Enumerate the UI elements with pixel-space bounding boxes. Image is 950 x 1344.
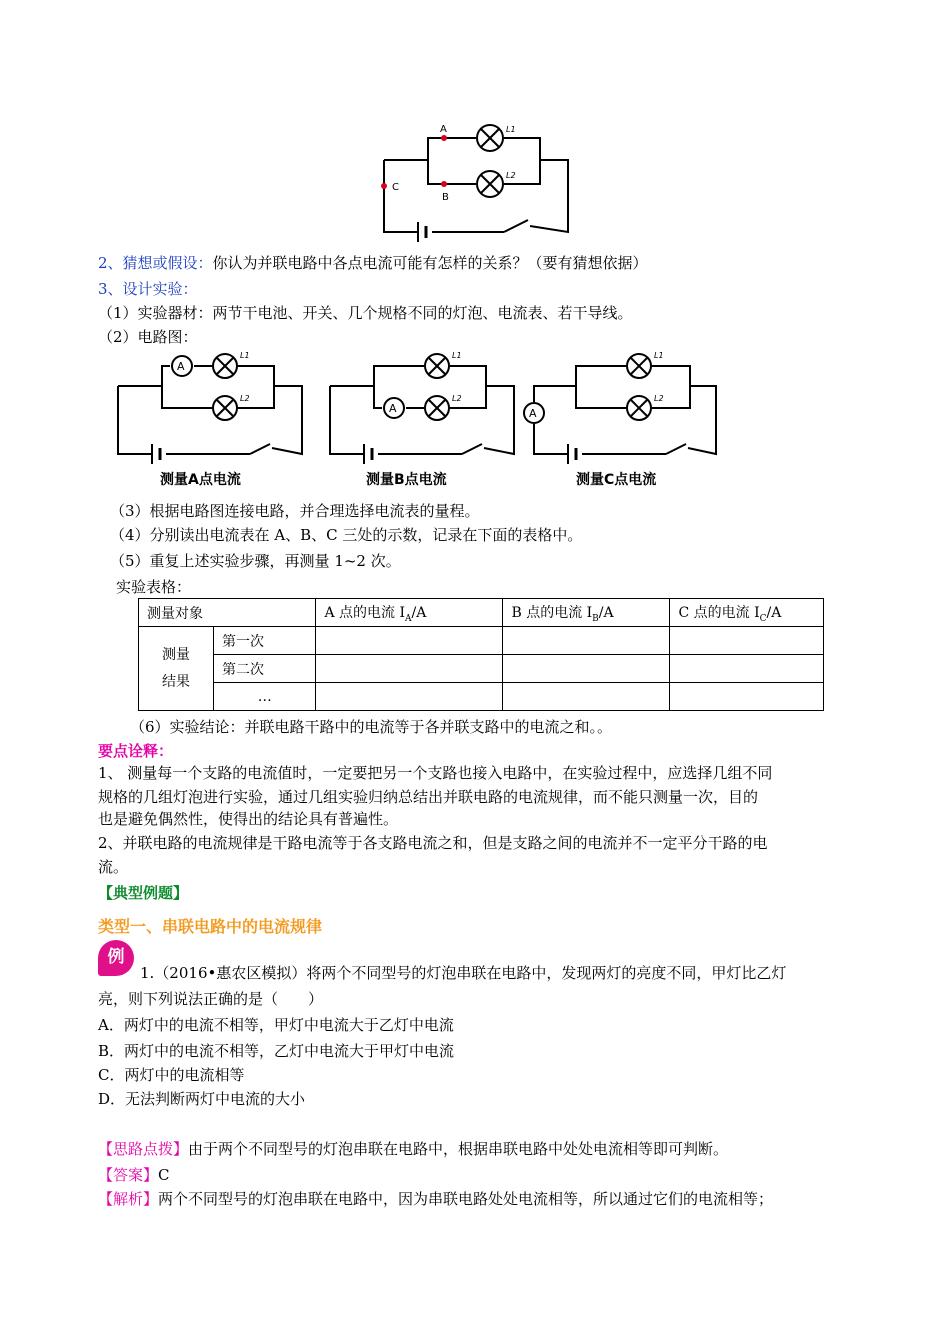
analysis-text: 两个不同型号的灯泡串联在电路中，因为串联电路处处电流相等，所以通过它们的电流相等； [158, 1190, 774, 1208]
c3-lamp1-label: L1 [654, 351, 664, 360]
label-point-a: A [440, 124, 447, 135]
ammeter-label-2: A [389, 402, 397, 415]
table-row [139, 627, 824, 655]
c1-lamp2-label: L2 [240, 394, 250, 403]
point-a-dot [441, 135, 447, 141]
caption-measure-b: 测量B点电流 [366, 472, 447, 488]
step3-repeat: （5）重复上述实验步骤，再测量 1~2 次。 [110, 552, 401, 570]
measurement-circuits [110, 344, 720, 490]
step2-text: 你认为并联电路中各点电流可能有怎样的关系？（要有猜想依据） [212, 254, 648, 272]
row-label-first: 第一次 [214, 627, 316, 655]
label-lamp2: L2 [506, 171, 516, 180]
step3-connect: （3）根据电路图连接电路，并合理选择电流表的量程。 [110, 502, 480, 520]
step3-conclusion: （6）实验结论：并联电路干路中的电流等于各并联支路中的电流之和。。 [130, 718, 613, 736]
key-points-title: 要点诠释： [98, 742, 174, 760]
step3-label: 3、设计实验： [98, 280, 198, 298]
header-current-c: C 点的电流 $I_C/A$ [670, 599, 824, 627]
example-badge-icon: 例 [98, 940, 134, 976]
group-label-1: 测量 [162, 646, 190, 663]
analysis-line [98, 1188, 773, 1209]
question-line2: 亮，则下列说法正确的是（ ） [98, 990, 324, 1008]
key-point-1-line2: 规格的几组灯泡进行实验，通过几组实验归纳总结出并联电路的电流规律，而不能只测量一次，目的 [98, 788, 759, 806]
type1-heading: 类型一、串联电路中的电流规律 [98, 917, 323, 936]
c1-lamp1-label: L1 [240, 351, 250, 360]
header-current-b: B 点的电流 $I_B/A$ [503, 599, 670, 627]
table-row [139, 655, 824, 683]
key-point-1-line1: 1、 测量每一个支路的电流值时，一定要把另一个支路也接入电路中，在实验过程中，应选择几组不同 [98, 764, 773, 782]
top-circuit-diagram [370, 118, 580, 244]
option-a: A．两灯中的电流不相等，甲灯中电流大于乙灯中电流 [98, 1016, 454, 1034]
answer-text: C [158, 1166, 170, 1184]
answer-label: 【答案】 [98, 1166, 159, 1184]
row-label-second: 第二次 [214, 655, 316, 683]
row-label-more: … [214, 683, 316, 711]
header-object: 测量对象 [139, 599, 316, 627]
key-point-1-line3: 也是避免偶然性，使得出的结论具有普遍性。 [98, 810, 399, 828]
step3-materials: （1）实验器材：两节干电池、开关、几个规格不同的灯泡、电流表、若干导线。 [98, 304, 633, 322]
key-point-2-line1: 2、并联电路的电流规律是干路电流等于各支路电流之和，但是支路之间的电流并不一定平分干路的电 [98, 834, 768, 852]
step2-line [98, 252, 648, 273]
table-header-row [139, 599, 824, 627]
label-point-c: C [392, 182, 399, 193]
option-c: C．两灯中的电流相等 [98, 1066, 245, 1084]
point-b-dot [441, 181, 447, 187]
answer-line [98, 1164, 170, 1185]
group-label-2: 结果 [162, 673, 190, 690]
table-row [139, 683, 824, 711]
hint-label: 【思路点拨】 [98, 1140, 189, 1158]
label-point-b: B [442, 192, 449, 203]
step2-label: 2、猜想或假设： [98, 254, 213, 272]
point-c-dot [381, 183, 387, 189]
c3-lamp2-label: L2 [654, 394, 664, 403]
hint-text: 由于两个不同型号的灯泡串联在电路中，根据串联电路中处处电流相等即可判断。 [188, 1140, 729, 1158]
step3-read: （4）分别读出电流表在 A、B、C 三处的示数，记录在下面的表格中。 [110, 526, 583, 544]
examples-title: 【典型例题】 [98, 884, 189, 902]
question-line1: 1.（2016•惠农区模拟）将两个不同型号的灯泡串联在电路中，发现两灯的亮度不同，甲灯比乙灯 [140, 964, 787, 982]
ammeter-label-1: A [177, 360, 185, 373]
hint-line [98, 1138, 728, 1159]
label-lamp1: L1 [506, 125, 516, 134]
group-label-cell [139, 627, 214, 711]
caption-measure-a: 测量A点电流 [160, 472, 241, 488]
option-d: D．无法判断两灯中电流的大小 [98, 1090, 306, 1108]
header-current-a: A 点的电流 $I_A/A$ [316, 599, 503, 627]
table-title: 实验表格： [116, 578, 192, 596]
step3-diagram-label: （2）电路图： [98, 328, 198, 346]
key-point-2-line2: 流。 [98, 858, 129, 876]
experiment-table [138, 598, 824, 711]
c2-lamp2-label: L2 [452, 394, 462, 403]
caption-measure-c: 测量C点电流 [576, 472, 657, 488]
c2-lamp1-label: L1 [452, 351, 462, 360]
analysis-label: 【解析】 [98, 1190, 159, 1208]
ammeter-label-3: A [529, 407, 537, 420]
option-b: B．两灯中的电流不相等，乙灯中电流大于甲灯中电流 [98, 1042, 455, 1060]
